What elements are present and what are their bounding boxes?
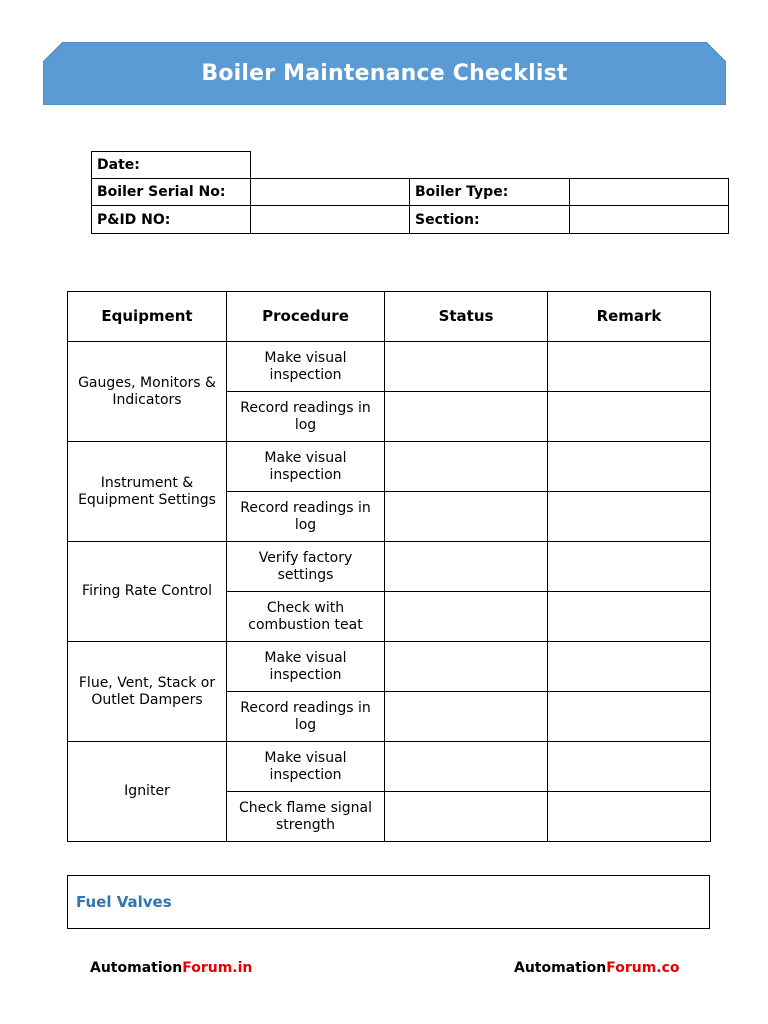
status-cell[interactable]: [385, 342, 548, 392]
remark-cell[interactable]: [548, 592, 711, 642]
equipment-cell: Firing Rate Control: [68, 542, 227, 642]
pid-value-field[interactable]: [250, 205, 410, 234]
status-cell[interactable]: [385, 642, 548, 692]
checklist-table: [67, 291, 711, 842]
equipment-cell: Gauges, Monitors & Indicators: [68, 342, 227, 442]
date-label: Date:: [91, 151, 251, 179]
equipment-cell: Igniter: [68, 742, 227, 842]
table-row: [68, 642, 711, 692]
fuel-valves-heading: Fuel Valves: [76, 893, 172, 911]
serial-value-field[interactable]: [250, 178, 410, 206]
remark-cell[interactable]: [548, 542, 711, 592]
status-cell[interactable]: [385, 542, 548, 592]
table-row: [68, 542, 711, 592]
footer-right-prefix: Automation: [514, 960, 607, 976]
remark-cell[interactable]: [548, 692, 711, 742]
header-remark: Remark: [548, 292, 711, 342]
footer-right-brand: [514, 960, 680, 976]
remark-cell[interactable]: [548, 792, 711, 842]
status-cell[interactable]: [385, 692, 548, 742]
section-label: Section:: [409, 205, 570, 234]
procedure-cell: Check with combustion teat: [227, 592, 385, 642]
remark-cell[interactable]: [548, 442, 711, 492]
footer-left-suffix: Forum.in: [182, 960, 253, 976]
procedure-cell: Make visual inspection: [227, 342, 385, 392]
table-header-row: [68, 292, 711, 342]
status-cell[interactable]: [385, 492, 548, 542]
remark-cell[interactable]: [548, 342, 711, 392]
remark-cell[interactable]: [548, 392, 711, 442]
procedure-cell: Record readings in log: [227, 692, 385, 742]
page-title: Boiler Maintenance Checklist: [201, 61, 568, 86]
procedure-cell: Check flame signal strength: [227, 792, 385, 842]
pid-label: P&ID NO:: [91, 205, 251, 234]
status-cell[interactable]: [385, 792, 548, 842]
status-cell[interactable]: [385, 392, 548, 442]
section-value-field[interactable]: [569, 205, 729, 234]
table-row: [68, 442, 711, 492]
equipment-cell: Flue, Vent, Stack or Outlet Dampers: [68, 642, 227, 742]
table-row: [68, 742, 711, 792]
footer-left-brand: [90, 960, 252, 976]
remark-cell[interactable]: [548, 742, 711, 792]
footer-right-suffix: Forum.co: [606, 960, 680, 976]
procedure-cell: Record readings in log: [227, 492, 385, 542]
procedure-cell: Record readings in log: [227, 392, 385, 442]
title-banner: [43, 42, 726, 105]
header-procedure: Procedure: [227, 292, 385, 342]
type-label: Boiler Type:: [409, 178, 570, 206]
procedure-cell: Verify factory settings: [227, 542, 385, 592]
header-equipment: Equipment: [68, 292, 227, 342]
type-value-field[interactable]: [569, 178, 729, 206]
serial-label: Boiler Serial No:: [91, 178, 251, 206]
remark-cell[interactable]: [548, 642, 711, 692]
status-cell[interactable]: [385, 742, 548, 792]
status-cell[interactable]: [385, 442, 548, 492]
remark-cell[interactable]: [548, 492, 711, 542]
procedure-cell: Make visual inspection: [227, 642, 385, 692]
fuel-valves-section: [67, 875, 710, 929]
procedure-cell: Make visual inspection: [227, 442, 385, 492]
header-status: Status: [385, 292, 548, 342]
table-row: [68, 342, 711, 392]
procedure-cell: Make visual inspection: [227, 742, 385, 792]
footer-left-prefix: Automation: [90, 960, 183, 976]
status-cell[interactable]: [385, 592, 548, 642]
equipment-cell: Instrument & Equipment Settings: [68, 442, 227, 542]
